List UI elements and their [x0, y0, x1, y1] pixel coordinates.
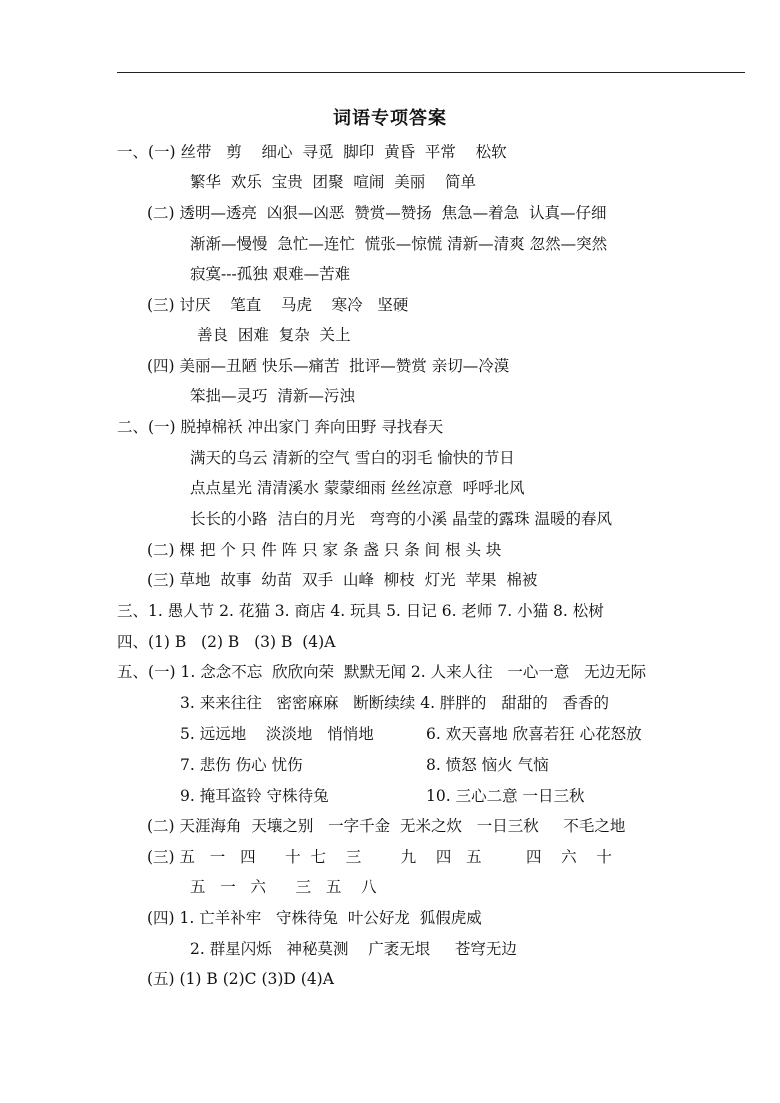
answer-line: 5. 远远地 淡淡地 悄悄地: [180, 725, 374, 743]
answer-line: 四、(1) B (2) B (3) B (4)A: [117, 633, 336, 651]
answer-line: 7. 悲伤 伤心 忧伤: [180, 756, 303, 774]
answer-line: 寂寞---孤独 艰难—苦难: [190, 265, 351, 283]
answer-line: 3. 来来往往 密密麻麻 断断续续 4. 胖胖的 甜甜的 香香的: [180, 694, 609, 712]
top-rule: [117, 72, 745, 73]
answer-line: 笨拙—灵巧 清新—污浊: [190, 387, 355, 405]
answer-line: 一、(一) 丝带 剪 细心 寻觅 脚印 黄昏 平常 松软: [117, 143, 507, 161]
answer-line: 善良 困难 复杂 关上: [197, 326, 351, 344]
answer-line: 五、(一) 1. 念念不忘 欣欣向荣 默默无闻 2. 人来人往 一心一意 无边无际: [117, 663, 647, 681]
page-title: 词语专项答案: [333, 108, 447, 129]
answer-line: 9. 掩耳盗铃 守株待兔: [180, 787, 329, 805]
answer-line: 点点星光 清清溪水 蒙蒙细雨 丝丝凉意 呼呼北风: [190, 479, 525, 497]
answer-line: 2. 群星闪烁 神秘莫测 广袤无垠 苍穹无边: [190, 940, 517, 958]
answer-line: (五) (1) B (2)C (3)D (4)A: [147, 970, 334, 988]
answer-line: 五 一 六 三 五 八: [190, 878, 377, 896]
answer-line: 6. 欢天喜地 欣喜若狂 心花怒放: [426, 725, 642, 743]
answer-line: (二) 棵 把 个 只 件 阵 只 家 条 盏 只 条 间 根 头 块: [147, 541, 502, 559]
answer-line: 二、(一) 脱掉棉袄 冲出家门 奔向田野 寻找春天: [117, 418, 444, 436]
answer-line: 长长的小路 洁白的月光 弯弯的小溪 晶莹的露珠 温暖的春风: [190, 510, 612, 528]
answer-line: (四) 美丽—丑陋 快乐—痛苦 批评—赞赏 亲切—冷漠: [147, 357, 510, 375]
answer-line: 三、1. 愚人节 2. 花猫 3. 商店 4. 玩具 5. 日记 6. 老师 7. 小猫 8. 松树: [117, 602, 604, 620]
answer-line: (三) 草地 故事 幼苗 双手 山峰 柳枝 灯光 苹果 棉被: [147, 571, 538, 589]
answer-line: (三) 五 一 四 十 七 三 九 四 五 四 六 十: [147, 848, 612, 866]
answer-line: 繁华 欢乐 宝贵 团聚 喧闹 美丽 简单: [190, 173, 476, 191]
answer-line: 渐渐—慢慢 急忙—连忙 慌张—惊慌 清新—清爽 忽然—突然: [190, 235, 608, 253]
answer-line: 满天的乌云 清新的空气 雪白的羽毛 愉快的节日: [190, 449, 515, 467]
answer-line: 10. 三心二意 一日三秋: [426, 787, 585, 805]
answer-line: (四) 1. 亡羊补牢 守株待兔 叶公好龙 狐假虎威: [147, 909, 482, 927]
answer-line: 8. 愤怒 恼火 气恼: [426, 756, 549, 774]
answer-line: (二) 透明—透亮 凶狠—凶恶 赞赏—赞扬 焦急—着急 认真—仔细: [147, 204, 607, 222]
answer-line: (三) 讨厌 笔直 马虎 寒冷 坚硬: [147, 296, 409, 314]
answer-line: (二) 天涯海角 天壤之别 一字千金 无米之炊 一日三秋 不毛之地: [147, 817, 626, 835]
